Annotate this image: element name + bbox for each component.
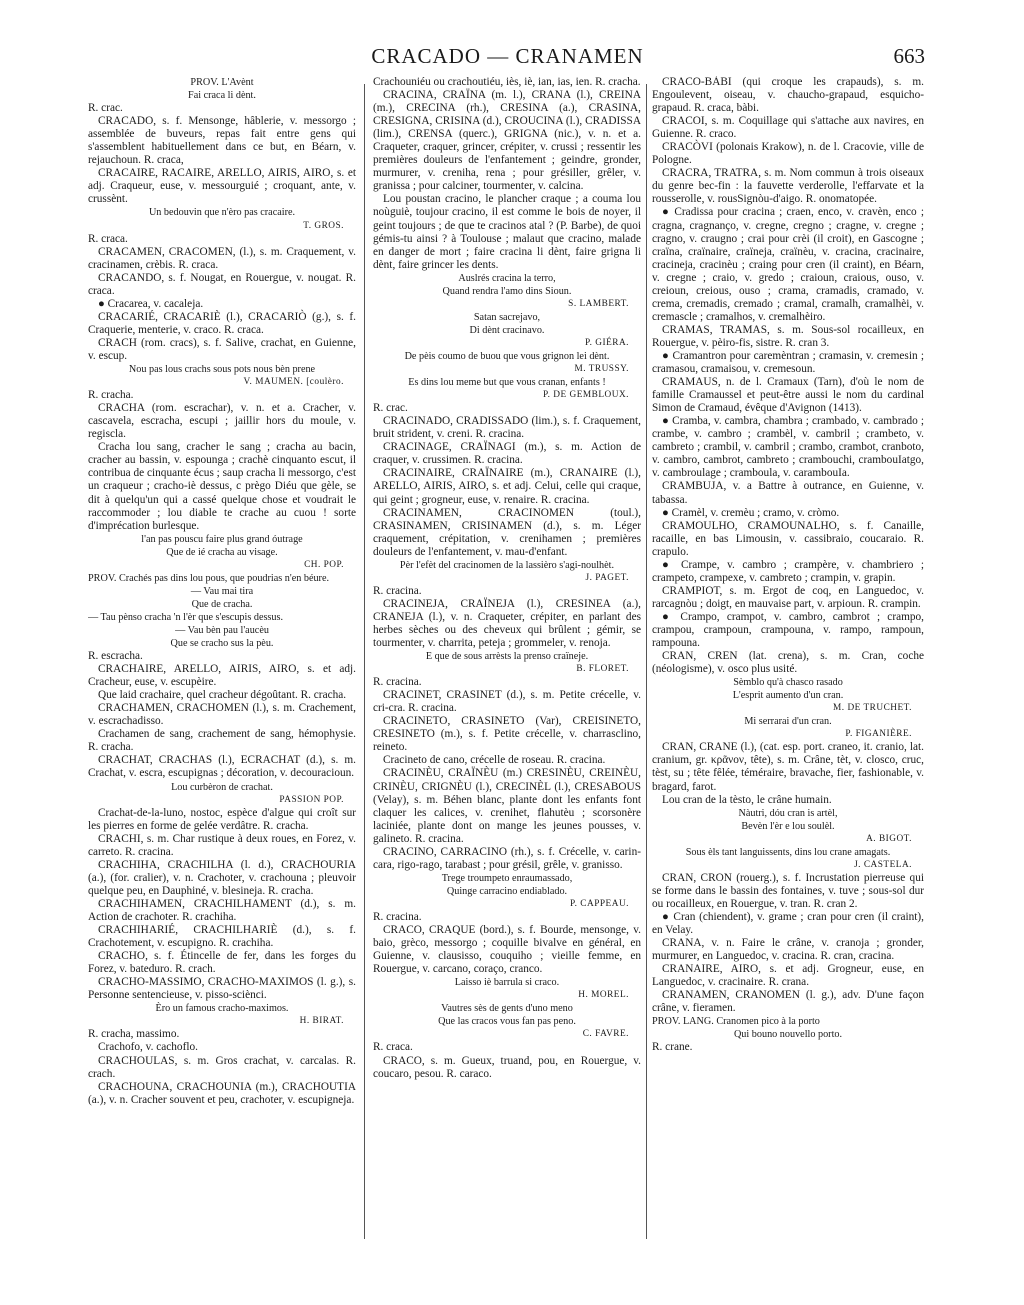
dictionary-paragraph: J. PAGET. (585, 572, 629, 583)
dictionary-paragraph: R. escracha. (88, 650, 143, 663)
dictionary-paragraph: B. FLORET. (576, 664, 629, 675)
dictionary-paragraph: CRANAMEN, CRANOMEN (l. g.), adv. D'une façon crâne, v. fieramen. (652, 989, 924, 1015)
dictionary-paragraph: Nou pas lous crachs sous pots nous bèn prene (128, 364, 316, 376)
dictionary-paragraph: R. crac. (88, 102, 123, 115)
dictionary-paragraph: CRACHA (rom. escrachar), v. n. et a. Cracher, v. cascavela, escracha, escupi ; jaillir hors du moule, v. regiscla. (88, 402, 356, 441)
dictionary-paragraph: CH. POP. (304, 559, 344, 570)
dictionary-paragraph: Trege troumpeto enraumassado, (441, 872, 573, 884)
dictionary-paragraph: — Vau bèn pau l'aucèu (175, 624, 269, 636)
dictionary-paragraph: CRACHAT, CRACHAS (l.), ECRACHAT (d.), s. m. Crachat, v. escra, escupignas ; décoration, v. decouracioun. (88, 754, 356, 780)
dictionary-paragraph: CRACINAIRE, CRAÏNAIRE (m.), CRANAIRE (l.), ARELLO, AIRIS, AIRO, s. et adj. Celui, celle qui craque, qui geint ; grogneur, euse, v. renaire. R. cracina. (373, 467, 641, 506)
dictionary-paragraph: Cracineto de cano, crécelle de roseau. R. cracina. (383, 754, 606, 767)
dictionary-paragraph: Crachouniéu ou crachoutiéu, iès, iè, ian, ias, ien. R. cracha. (373, 76, 641, 88)
dictionary-paragraph: Èro un famous cracho-maximos. (155, 1003, 289, 1015)
dictionary-paragraph: CRAN, CRON (rouerg.), s. f. Incrustation pierreuse qui se forme dans le bassin des fontaines, v. tuve ; sous-sol dur ou rocailleux, en Rouergue, v. tran. R. cran 2. (652, 871, 924, 910)
dictionary-paragraph: R. cracina. (373, 911, 422, 923)
dictionary-paragraph: CRACRA, TRATRA, s. m. Nom commun à trois oiseaux du genre bec-fin : la fauvette verderolle, l'effarvate et la rousserolle, v. rousSignòu-d'aigo. R. onomatopée. (652, 167, 924, 206)
dictionary-paragraph: L'esprit aumento d'un cran. (732, 690, 844, 702)
dictionary-paragraph: P. GIÉRA. (584, 337, 629, 348)
dictionary-paragraph: ● Cradissa pour cracina ; craen, enco, v. cravèn, enco ; cragna, cragnanço, v. cregne, cregno ; cragne, v. cregne ; cragno, v. craugno ; crai pour crèi (il croit), en Gascogne ; craïna, craïnaire, craïneja, craïnèu, v. cracina, cracinaire, cracineja, cracinèu ; craing pour cren (il craint), en Béarn, v. cregne ; craio, v. gredo ; craioun, craious, ouso, v. creioun, creious, ouso ; crama, cramadis, cramado, v. crema, cremadis, cremado ; cramal, cramalh, cramalhèi, v. cremascle ; cramalhos, v. cremalhèiro. (652, 206, 924, 323)
column-left (88, 76, 356, 1236)
dictionary-paragraph: Que laid crachaire, quel cracheur dégoûtant. R. cracha. (98, 689, 347, 702)
dictionary-paragraph: Cracha lou sang, cracher le sang ; cracha au bacin, cracher au bassin, v. espounga ; crachè cinquanto escut, il contribua de cinquante écus ; saup cracha li messorgo, c'est un craqueur ; cracho-iè dessus, c prègo Diéu que gèle, se dit à quelqu'un qui a cassé quelque chose et voudrait le raccommoder ; lou diable te crache au cuou ! sorte d'imprécation burlesque. (88, 441, 356, 532)
dictionary-paragraph: Nàutri, dóu cran is artèl, (738, 807, 838, 819)
dictionary-paragraph: P. DE GEMBLOUX. (542, 390, 629, 401)
dictionary-paragraph: Pèr l'efèt del cracinomen de la lassièro s'agi-noulhèt. (399, 559, 615, 571)
dictionary-paragraph: R. crane. (652, 1041, 693, 1054)
dictionary-paragraph: Di dènt cracinavo. (469, 324, 545, 336)
dictionary-paragraph: CRACINADO, CRADISSADO (lim.), s. f. Craquement, bruit strident, v. creni. R. cracina. (373, 415, 641, 441)
dictionary-paragraph: Crachat-de-la-luno, nostoc, espèce d'algue qui croît sur les pierres en forme de gelée verdâtre. R. cracha. (88, 806, 356, 832)
dictionary-paragraph: ● Cracarea, v. cacaleja. (98, 297, 204, 310)
dictionary-paragraph: Que las cracos vous fan pas peno. (438, 1016, 576, 1028)
dictionary-paragraph: De pèis coumo de buou que vous grignon lei dènt. (404, 350, 610, 362)
dictionary-paragraph: CRACOI, s. m. Coquillage qui s'attache aux navires, en Guienne. R. craco. (652, 115, 924, 141)
page-number: 663 (893, 44, 925, 68)
dictionary-paragraph: CRACINÈU, CRAÏNÈU (m.) CRESINÈU, CREINÈU, CRINÈU, CRIGNÈU (l.), CRECINÈL (l.), CRESABOUS (Velay), s. m. Béhen blanc, plante dont les enfants font claquer les calices, v. crenihet, flahutèu ; scorsonère laciniée, plante dont on mange les jeunes pousses, v. galineto. R. cracina. (373, 767, 641, 845)
dictionary-paragraph: CRACAMEN, CRACOMEN, (l.), s. m. Craquement, v. cracinamen, crèbis. R. craca. (88, 245, 356, 271)
dictionary-paragraph: Es dins lou meme but que vous cranan, enfants ! (408, 377, 606, 389)
dictionary-paragraph: CRACÒVI (polonais Krakow), n. de l. Cracovie, ville de Pologne. (652, 141, 924, 167)
column-divider (646, 84, 647, 1239)
dictionary-paragraph: T. GROS. (303, 220, 344, 231)
dictionary-paragraph: Que de ié cracha au visage. (166, 546, 278, 558)
dictionary-paragraph: R. craca. (88, 232, 128, 245)
running-title: CRACADO — CRANAMEN (371, 44, 644, 68)
dictionary-paragraph: Sous èls tant languissents, dins lou crane amagats. (685, 846, 891, 858)
dictionary-paragraph: CRACAIRE, RACAIRE, ARELLO, AIRIS, AIRO, s. et adj. Craqueur, euse, v. messourguié ; croquant, ante, v. crussènt. (88, 167, 356, 206)
dictionary-paragraph: ● Crampo, crampot, v. cambro, cambrot ; crampo, crampou, crampoun, crampouna, v. rampo, rampoun, rampouna. (652, 610, 924, 650)
dictionary-paragraph: PROV. Crachés pas dins lou pous, que poudrias n'en béure. (88, 572, 330, 584)
column-middle (373, 76, 641, 1236)
dictionary-paragraph: S. LAMBERT. (568, 298, 629, 309)
dictionary-paragraph: Crachamen de sang, crachement de sang, hémophysie. R. cracha. (88, 728, 356, 754)
dictionary-paragraph: CRACHAMEN, CRACHOMEN (l.), s. m. Crachement, v. escrachadisso. (88, 702, 356, 728)
dictionary-paragraph: J. CASTELA. (854, 859, 912, 870)
dictionary-paragraph: CRACHO-MASSIMO, CRACHO-MAXIMOS (l. g.), s. Personne sentencieuse, v. pisso-sciènci. (88, 976, 356, 1002)
dictionary-paragraph: C. FAVRE. (582, 1029, 629, 1040)
dictionary-paragraph: CRACINA, CRAÏNA (m. l.), CRANA (l.), CREINA (m.), CRECINA (rh.), CRESINA (a.), CRASINA, CRESIGNA, CRISINA (d.), CROUCINA (l.), CRADISSA (lim.), CRENSA (querc.), GRIGNA (nic.), v. n. et a. Craqueter, craquer, grincer, crépiter, v. crussi ; ressentir les premières douleurs de l'enfantement ; geindre, gronder, murmurer, v. creniha, rena ; pour grésiller, grêler, v. granissa ; pour calciner, tourmenter, v. calcina. (373, 89, 641, 193)
dictionary-paragraph: — Vau mai tira (190, 585, 254, 597)
dictionary-paragraph: R. cracina. (373, 676, 422, 689)
dictionary-paragraph: Crachofo, v. cachoflo. (98, 1041, 198, 1054)
dictionary-paragraph: Lou curbèron de crachat. (171, 781, 273, 793)
dictionary-paragraph: Laisso iè barrula si craco. (454, 977, 560, 989)
dictionary-paragraph: R. cracha. (88, 389, 134, 402)
dictionary-paragraph: H. BIRAT. (299, 1016, 344, 1027)
dictionary-paragraph: Satan sacrejavo, (473, 311, 541, 323)
dictionary-paragraph: PROV. LANG. Cranomen pico à la porto (652, 1016, 820, 1028)
dictionary-paragraph: CRAMAUS, n. de l. Cramaux (Tarn), d'où le nom de famille Cramaussel et peut-être aussi le nom du cardinal Simon de Cramaud, évêque d'Avignon (1413). (652, 376, 924, 415)
dictionary-paragraph: R. craca. (373, 1041, 413, 1054)
dictionary-paragraph: CRACADO, s. f. Mensonge, hâblerie, v. messorgo ; assemblée de buveurs, repas fait entre gens qui s'assemblent habituellement dans ce but, en Béarn, v. rejauchoun. R. craca, (88, 115, 356, 167)
dictionary-paragraph: CRANAIRE, AIRO, s. et adj. Grogneur, euse, en Languedoc, v. cracinaire. R. crana. (652, 963, 924, 989)
dictionary-paragraph: Que se cracho sus la pèu. (170, 638, 274, 650)
dictionary-paragraph: P. CAPPEAU. (570, 898, 629, 909)
dictionary-paragraph: CRANA, v. n. Faire le crâne, v. cranoja ; gronder, murmurer, en Languedoc, v. cracina. R. cran, cracina. (652, 937, 924, 963)
dictionary-paragraph: Lou cran de la tèsto, le crâne humain. (662, 793, 832, 806)
dictionary-paragraph: CRACO, s. m. Gueux, truand, pou, en Rouergue, v. coucaro, pesou. R. caraco. (373, 1054, 641, 1080)
dictionary-paragraph: CRACINO, CARRACINO (rh.), s. f. Crécelle, v. carin-cara, rigo-rago, tarabast ; pour grésil, grêle, v. granisso. (373, 845, 641, 871)
dictionary-paragraph: ● Cran (chiendent), v. grame ; cran pour cren (il craint), en Velay. (652, 911, 924, 937)
dictionary-paragraph: R. cracha, massimo. (88, 1028, 180, 1041)
dictionary-paragraph: CRAN, CREN (lat. crena), s. m. Cran, coche (néologisme), v. osco plus usité. (652, 650, 924, 676)
dictionary-paragraph: A. BIGOT. (866, 833, 912, 844)
dictionary-paragraph: CRACANDO, s. f. Nougat, en Rouergue, v. nougat. R. craca. (88, 271, 356, 297)
dictionary-paragraph: CRACINETO, CRASINETO (Var), CREISINETO, CRESINETO (m.), s. f. Petite crécelle, v. charrasclino, reineto. (373, 715, 641, 754)
dictionary-paragraph: ● Cramantron pour caremèntran ; cramasin, v. cremesin ; cramasou, cramaisou, v. cremesoun. (652, 349, 924, 376)
dictionary-paragraph: CRAN, CRANE (l.), (cat. esp. port. craneo, it. cranio, lat. cranium, gr. κρᾶνον, tête), s. m. Crâne, tèt, v. closco, cruc, tèst, su ; tête fêlée, téméraire, bravache, fier, fashionable, v. bragard, farot. (652, 741, 924, 793)
dictionary-paragraph: CRACHOULAS, s. m. Gros crachat, v. carcalas. R. crach. (88, 1054, 356, 1080)
dictionary-paragraph: CRACH (rom. cracs), s. f. Salive, crachat, en Guienne, v. escup. (88, 336, 356, 362)
dictionary-paragraph: CRACHIHAMEN, CRACHILHAMENT (d.), s. m. Action de crachoter. R. crachiha. (88, 897, 356, 923)
dictionary-paragraph: CRACHIHARIÉ, CRACHILHARIÈ (d.), s. f. Crachotement, v. escupigno. R. crachiha. (88, 924, 356, 950)
column-divider (364, 84, 365, 1239)
dictionary-paragraph: Quinge carracino endiablado. (446, 885, 568, 897)
dictionary-paragraph: CRAMOULHO, CRAMOUNALHO, s. f. Canaille, racaille, en bas Limousin, v. cassibraio, coucaraio. R. crapulo. (652, 519, 924, 558)
dictionary-paragraph: Un bedouvin que n'èro pas cracaire. (148, 207, 296, 219)
dictionary-paragraph: PASSION POP. (279, 794, 344, 805)
dictionary-paragraph: CRACINAMEN, CRACINOMEN (toul.), CRASINAMEN, CRISINAMEN (d.), s. m. Léger craquement, crépitation, v. crenihamen ; premières douleurs de l'enfantement, v. mau-d'enfant. (373, 506, 641, 558)
dictionary-paragraph: CRACO, CRAQUE (bord.), s. f. Bourde, mensonge, v. baio, grèco, messorgo ; coquille bivalve en général, en Guienne, v. clausisso, couquiho ; vieille femme, en Rouergue, v. carcano, coraço, cranco. (373, 924, 641, 976)
dictionary-paragraph: P. FIGANIÈRE. (845, 729, 912, 740)
dictionary-paragraph: Sèmblo qu'à chasco rasado (733, 677, 843, 689)
dictionary-paragraph: M. DE TRUCHET. (833, 703, 912, 714)
dictionary-paragraph: CRAMAS, TRAMAS, s. m. Sous-sol rocailleux, en Rouergue, v. pèiro-fis, sistre. R. cran 3. (652, 323, 924, 349)
dictionary-paragraph: CRACHOUNA, CRACHOUNIA (m.), CRACHOUTIA (a.), v. n. Cracher souvent et peu, crachoter, v. escupigneja. (88, 1080, 356, 1106)
dictionary-paragraph: CRACARIÉ, CRACARIÈ (l.), CRACARIÒ (g.), s. f. Craquerie, menterie, v. craco. R. craca. (88, 310, 356, 336)
dictionary-paragraph: E que de sous arrèsts la prenso craïneje. (425, 651, 589, 663)
dictionary-paragraph: H. MOREL. (578, 990, 629, 1001)
dictionary-paragraph: ● Cramèl, v. cremèu ; cramo, v. cròmo. (662, 506, 840, 519)
dictionary-paragraph: Fai craca li dènt. (188, 90, 256, 102)
dictionary-paragraph: V. MAUMEN. [coulèro. (243, 377, 344, 388)
dictionary-paragraph: ● Crampe, v. cambro ; crampère, v. chambriero ; crampeto, crampexe, v. cambreto ; crampin, v. grapin. (652, 558, 924, 584)
dictionary-paragraph: CRACINET, CRASINET (d.), s. m. Petite crécelle, v. cri-cra. R. cracina. (373, 689, 641, 715)
dictionary-paragraph: Lou poustan cracino, le plancher craque ; a couma lou noùguiè, toujour cracino, il est comme le bois de noyer, il geint toujours ; de que te cracinos atal ? (P. Barbe), de quoi gémis-tu ainsi ? à Toulouse ; malaut que cracino, malade en danger de mort ; faire cracina li dènt, faire grigna li dènt, faire grincer les dents. (373, 193, 641, 271)
dictionary-paragraph: R. crac. (373, 402, 408, 415)
dictionary-paragraph: CRACINEJA, CRAÏNEJA (l.), CRESINEA (a.), CRANEJA (l.), v. n. Craqueter, crépiter, en parlant des herbes sèches ou des cheveux qui brûlent ; gémir, se tourmenter, v. charrita, peteja ; grommeler, v. renoja. (373, 597, 641, 650)
dictionary-paragraph: CRACO-BÀBI (qui croque les crapauds), s. m. Engoulevent, oiseau, v. chaucho-grapaud, esquicho-grapaud. R. craca, bàbi. (652, 76, 924, 115)
dictionary-paragraph: Que de cracha. (191, 598, 253, 610)
dictionary-paragraph: CRAMPIOT, s. m. Ergot de coq, en Languedoc, v. rarcagnòu ; doigt, en mauvaise part, v. arpioun. R. crampin. (652, 584, 924, 610)
dictionary-paragraph: ● Cramba, v. cambra, chambra ; crambado, v. cambrado ; crambe, v. cambro ; crambèl, v. cambril ; crambeto, v. cambreto ; crambil, v. cambril ; crambo, crambot, cranboto, v. cambro, cambrot, cambreto ; crambouchi, crambouIatgo, v. cambroulage ; cramboula, v. carambouIa. (652, 415, 924, 480)
dictionary-paragraph: Mi serrarai d'un cran. (744, 716, 832, 728)
column-right (652, 76, 924, 1236)
dictionary-paragraph: CRACHAIRE, ARELLO, AIRIS, AIRO, s. et adj. Cracheur, euse, v. escupèire. (88, 663, 356, 689)
dictionary-paragraph: — Tau pènso cracha 'n l'èr que s'escupis dessus. (88, 611, 284, 623)
dictionary-paragraph: PROV. L'Avènt (190, 77, 254, 88)
dictionary-paragraph: CRACHO, s. f. Étincelle de fer, dans les forges du Forez, v. bateduro. R. crach. (88, 950, 356, 976)
dictionary-paragraph: CRAMBUJA, v. a Battre à outrance, en Guienne, v. tabassa. (652, 480, 924, 506)
dictionary-paragraph: Vautres sès de gents d'uno meno (441, 1003, 573, 1015)
dictionary-paragraph: Bevèn l'èr e lou soulèl. (741, 820, 835, 832)
dictionary-paragraph: Quand rendra l'amo dins Sioun. (442, 285, 572, 297)
dictionary-paragraph: CRACHIHA, CRACHILHA (l. d.), CRACHOURIA (a.), (for. cralier), v. n. Crachoter, v. crachouna ; pleuvoir quelque peu, en Dauphiné, v. blesineja. R. cracha. (88, 858, 356, 897)
dictionary-paragraph: CRACINAGE, CRAÏNAGI (m.), s. m. Action de craquer, v. crussimen. R. cracina. (373, 441, 641, 467)
dictionary-paragraph: CRACHI, s. m. Char rustique à deux roues, en Forez, v. carreto. R. cracina. (88, 832, 356, 858)
dictionary-paragraph: Auslrés cracina la terro, (458, 272, 556, 284)
dictionary-paragraph: Qui bouno nouvello porto. (733, 1029, 843, 1041)
page-header (90, 40, 925, 74)
dictionary-paragraph: R. cracina. (373, 584, 422, 597)
dictionary-paragraph: l'an pas pouscu faire plus grand óutrage (141, 533, 303, 545)
dictionary-paragraph: M. TRUSSY. (574, 364, 629, 375)
